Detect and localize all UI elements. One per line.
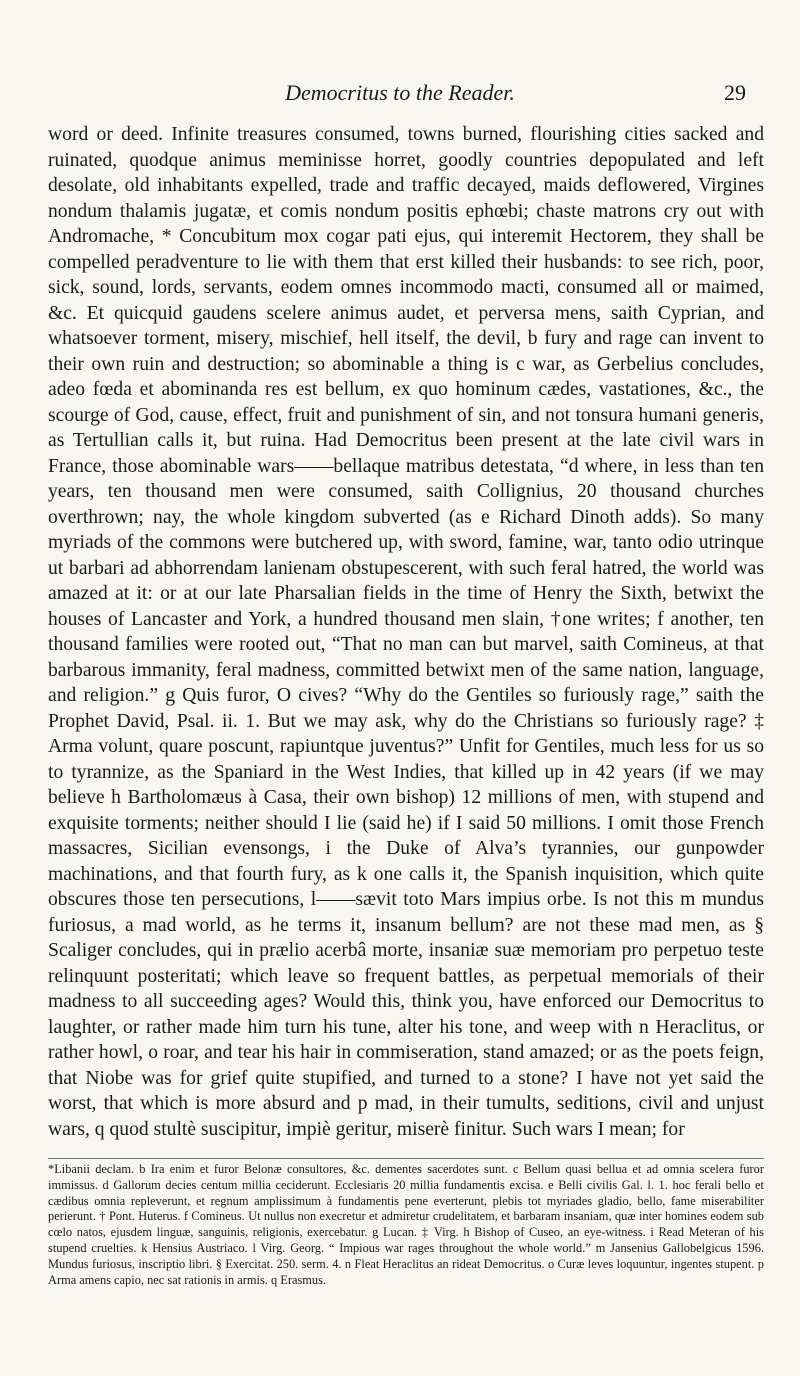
- footnote-divider: [48, 1158, 764, 1159]
- body-text: word or deed. Infinite treasures consumed, towns burned, flourishing cities sacked and ruinated, quodque animus meminisse horret, goodly countries depopulated and left desolate, old inhabitants expelled, trade and traffic decayed, maids deflowered, Virgines nondum thalamis jugatæ, et comis nondum positis ephœbi; chaste matrons cry out with Andromache, * Concubitum mox cogar pati ejus, qui interemit Hectorem, they shall be compelled peradventure to lie with them that erst killed their husbands: to see rich, poor, sick, sound, lords, servants, eodem omnes incommodo macti, consumed all or maimed, &c. Et quicquid gaudens scelere animus audet, et perversa mens, saith Cyprian, and whatsoever torment, misery, mischief, hell itself, the devil, b fury and rage can invent to their own ruin and destruction; so abominable a thing is c war, as Gerbelius concludes, adeo fœda et abominanda res est bellum, ex quo hominum cædes, vastationes, &c., the scourge of God, cause, effect, fruit and punishment of sin, and not tonsura humani generis, as Tertullian calls it, but ruina. Had Democritus been present at the late civil wars in France, those abominable wars——bellaque matribus detestata, “d where, in less than ten years, ten thousand men were consumed, saith Collignius, 20 thousand churches overthrown; nay, the whole kingdom subverted (as e Richard Dinoth adds). So many myriads of the commons were butchered up, with sword, famine, war, tanto odio utrinque ut barbari ad abhorrendam lanienam obstupescerent, with such feral hatred, the world was amazed at it: or at our late Pharsalian fields in the time of Henry the Sixth, betwixt the houses of Lancaster and York, a hundred thousand men slain, †one writes; f another, ten thousand families were rooted out, “That no man can but marvel, saith Comineus, at that barbarous immanity, feral madness, committed betwixt men of the same nation, language, and religion.” g Quis furor, O cives? “Why do the Gentiles so furiously rage,” saith the Prophet David, Psal. ii. 1. But we may ask, why do the Christians so furiously rage? ‡ Arma volunt, quare poscunt, rapiuntque juventus?” Unfit for Gentiles, much less for us so to tyrannize, as the Spaniard in the West Indies, that killed up in 42 years (if we may believe h Bartholomæus à Casa, their own bishop) 12 millions of men, with stupend and exquisite torments; neither should I lie (said he) if I said 50 millions. I omit those French massacres, Sicilian evensongs, i the Duke of Alva’s tyrannies, our gunpowder machinations, and that fourth fury, as k one calls it, the Spanish inquisition, which quite obscures those ten persecutions, l——sævit toto Mars impius orbe. Is not this m mundus furiosus, a mad world, as he terms it, insanum bellum? are not these mad men, as § Scaliger concludes, qui in prælio acerbâ morte, insaniæ suæ memoriam pro perpetuo teste relinquunt posteritati; which leave so frequent battles, as perpetual memorials of their madness to all succeeding ages? Would this, think you, have enforced our Democritus to laughter, or rather made him turn his tune, alter his tone, and weep with n Heraclitus, or rather howl, o roar, and tear his hair in commiseration, stand amazed; or as the poets feign, that Niobe was for grief quite stupified, and turned to a stone? I have not yet said the worst, that which is more absurd and p mad, in their tumults, seditions, civil and unjust wars, q quod stultè suscipitur, impiè geritur, miserè finitur. Such wars I mean; for: [48, 124, 764, 1140]
- page-number: 29: [724, 80, 746, 105]
- page-header: [48, 80, 752, 114]
- running-title: Democritus to the Reader.: [285, 80, 515, 105]
- footnotes: *Libanii declam. b Ira enim et furor Belonæ consultores, &c. dementes sacerdotes sunt. c Bellum quasi bellua et ad omnia scelera furor immissus. d Gallorum decies centum millia ceciderunt. Ecclesiaris 20 millia fundamentis excisa. e Belli civilis Gal. l. 1. hoc ferali bello et cædibus omnia repleverunt, et regnum amplissimum à fundamentis pene everterunt, plebis tot myriades gladio, bello, fame miserabiliter perierunt. † Pont. Huterus. f Comineus. Ut nullus non execretur et admiretur crudelitatem, et barbaram insaniam, quæ inter homines eodem sub cœlo natos, ejusdem linguæ, sanguinis, religionis, exercebatur. g Lucan. ‡ Virg. h Bishop of Cuseo, an eye-witness. i Read Meteran of his stupend cruelties. k Hensius Austriaco. l Virg. Georg. “ Impious war rages throughout the whole world.” m Jansenius Gallobelgicus 1596. Mundus furiosus, inscriptio libri. § Exercitat. 250. serm. 4. n Fleat Heraclitus an rideat Democritus. o Curæ leves loquuntur, ingentes stupent. p Arma amens capio, nec sat rationis in armis. q Erasmus.: [48, 1162, 764, 1287]
